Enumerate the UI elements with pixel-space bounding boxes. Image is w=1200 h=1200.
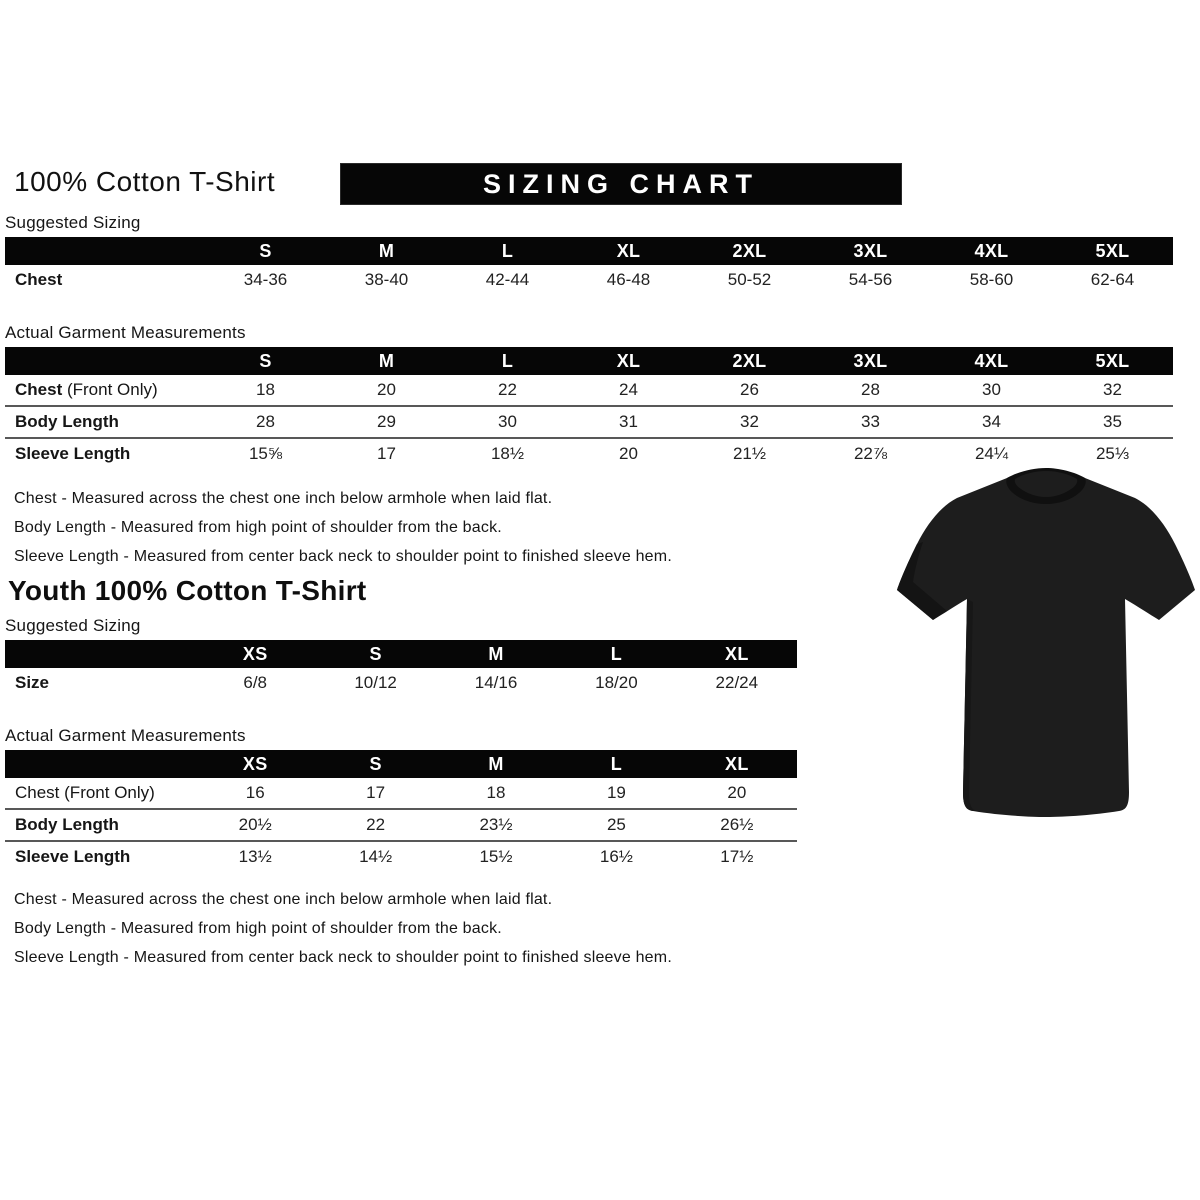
table-row <box>5 265 1173 295</box>
value-cell: 26½ <box>720 815 754 834</box>
row-label: Size <box>15 673 50 692</box>
adult-measurements-label: Actual Garment Measurements <box>5 323 246 342</box>
value-cell: 15⅝ <box>248 444 283 463</box>
value-cell: 25⅓ <box>1095 444 1130 463</box>
value-cell: 18½ <box>490 444 525 463</box>
value-cell: 16½ <box>599 847 633 866</box>
note-line: Chest - Measured across the chest one inch below armhole when laid flat. <box>14 891 553 908</box>
youth-measurement-notes <box>5 885 1200 972</box>
column-header: XL <box>725 753 749 774</box>
page-title: 100% Cotton T-Shirt <box>14 166 276 197</box>
row-label: Sleeve Length <box>15 444 131 463</box>
black-tshirt-icon <box>893 462 1200 830</box>
table-header-row <box>5 237 1173 265</box>
column-header: XS <box>242 643 268 664</box>
column-header: 3XL <box>853 240 888 261</box>
value-cell: 14/16 <box>474 673 518 692</box>
column-header: L <box>501 350 514 371</box>
youth-suggested-table <box>5 640 797 698</box>
value-cell: 16 <box>245 783 265 802</box>
note-line: Sleeve Length - Measured from center back neck to shoulder point to finished sleeve hem. <box>14 949 672 966</box>
row-label: Body Length <box>15 412 119 431</box>
column-header: 2XL <box>732 240 767 261</box>
value-cell: 34-36 <box>243 270 288 289</box>
column-header: 4XL <box>974 240 1009 261</box>
column-header: 2XL <box>732 350 767 371</box>
column-header: L <box>610 643 623 664</box>
value-cell: 30 <box>498 412 517 431</box>
column-header: 3XL <box>853 350 888 371</box>
value-cell: 34 <box>982 412 1001 431</box>
row-label: Chest (Front Only) <box>15 380 158 399</box>
note-line: Sleeve Length - Measured from center back neck to shoulder point to finished sleeve hem. <box>14 548 672 565</box>
table-row <box>5 840 797 872</box>
value-cell: 20½ <box>238 815 272 834</box>
column-header: L <box>610 753 623 774</box>
value-cell: 50-52 <box>727 270 772 289</box>
value-cell: 17 <box>377 444 396 463</box>
value-cell: 46-48 <box>606 270 651 289</box>
value-cell: 6/8 <box>243 673 268 692</box>
column-header: 4XL <box>974 350 1009 371</box>
value-cell: 22 <box>366 815 386 834</box>
table-row <box>5 375 1173 405</box>
value-cell: 10/12 <box>354 673 397 692</box>
youth-suggested-sizing-label: Suggested Sizing <box>5 616 141 635</box>
table-row <box>5 668 797 698</box>
table-row <box>5 405 1173 437</box>
column-header: S <box>259 350 272 371</box>
column-header: 5XL <box>1095 240 1130 261</box>
note-line: Body Length - Measured from high point of shoulder from the back. <box>14 920 502 937</box>
column-header: XL <box>616 350 641 371</box>
row-label: Sleeve Length <box>15 847 131 866</box>
adult-suggested-table <box>5 237 1173 295</box>
value-cell: 21½ <box>732 444 767 463</box>
column-header: L <box>501 240 514 261</box>
column-header: XS <box>242 753 268 774</box>
value-cell: 20 <box>377 380 396 399</box>
value-cell: 42-44 <box>485 270 530 289</box>
value-cell: 54-56 <box>848 270 893 289</box>
youth-measurements-label: Actual Garment Measurements <box>5 726 246 745</box>
column-header: M <box>378 350 395 371</box>
column-header: S <box>369 753 382 774</box>
value-cell: 24¼ <box>974 444 1009 463</box>
table-header-row <box>5 347 1173 375</box>
value-cell: 30 <box>982 380 1001 399</box>
adult-suggested-sizing-label: Suggested Sizing <box>5 213 141 232</box>
column-header: M <box>488 753 504 774</box>
value-cell: 13½ <box>238 847 272 866</box>
value-cell: 20 <box>619 444 638 463</box>
column-header: M <box>378 240 395 261</box>
table-header-row <box>5 640 797 668</box>
column-header: XL <box>725 643 749 664</box>
value-cell: 28 <box>861 380 880 399</box>
value-cell: 28 <box>256 412 275 431</box>
table-header-row <box>5 750 797 778</box>
value-cell: 32 <box>1103 380 1122 399</box>
value-cell: 18/20 <box>595 673 638 692</box>
row-label: Body Length <box>15 815 119 834</box>
value-cell: 17 <box>366 783 386 802</box>
value-cell: 18 <box>256 380 275 399</box>
value-cell: 23½ <box>479 815 513 834</box>
value-cell: 32 <box>740 412 759 431</box>
value-cell: 31 <box>619 412 638 431</box>
table-row <box>5 808 797 840</box>
value-cell: 25 <box>606 815 626 834</box>
value-cell: 62-64 <box>1090 270 1135 289</box>
value-cell: 24 <box>619 380 638 399</box>
value-cell: 22⅞ <box>853 444 888 463</box>
column-header: 5XL <box>1095 350 1130 371</box>
value-cell: 29 <box>377 412 396 431</box>
sizing-chart-banner: SIZING CHART <box>341 164 901 204</box>
value-cell: 17½ <box>720 847 754 866</box>
value-cell: 20 <box>727 783 747 802</box>
adult-measurements-table <box>5 347 1173 469</box>
youth-page-title: Youth 100% Cotton T-Shirt <box>8 575 367 606</box>
column-header: M <box>488 643 504 664</box>
value-cell: 19 <box>606 783 626 802</box>
table-row <box>5 778 797 808</box>
note-line: Chest - Measured across the chest one inch below armhole when laid flat. <box>14 490 553 507</box>
value-cell: 22 <box>498 380 517 399</box>
value-cell: 26 <box>740 380 759 399</box>
note-line: Body Length - Measured from high point of shoulder from the back. <box>14 519 502 536</box>
column-header: S <box>369 643 382 664</box>
value-cell: 14½ <box>359 847 393 866</box>
value-cell: 33 <box>861 412 880 431</box>
column-header: S <box>259 240 272 261</box>
value-cell: 35 <box>1103 412 1122 431</box>
header-row <box>5 164 1200 204</box>
value-cell: 38-40 <box>364 270 409 289</box>
row-label: Chest <box>15 270 63 289</box>
row-label: Chest (Front Only) <box>15 783 155 802</box>
value-cell: 15½ <box>479 847 513 866</box>
value-cell: 18 <box>486 783 506 802</box>
tshirt-product-image <box>893 462 1200 830</box>
column-header: XL <box>616 240 641 261</box>
value-cell: 58-60 <box>969 270 1014 289</box>
youth-measurements-table <box>5 750 797 872</box>
value-cell: 22/24 <box>715 673 759 692</box>
